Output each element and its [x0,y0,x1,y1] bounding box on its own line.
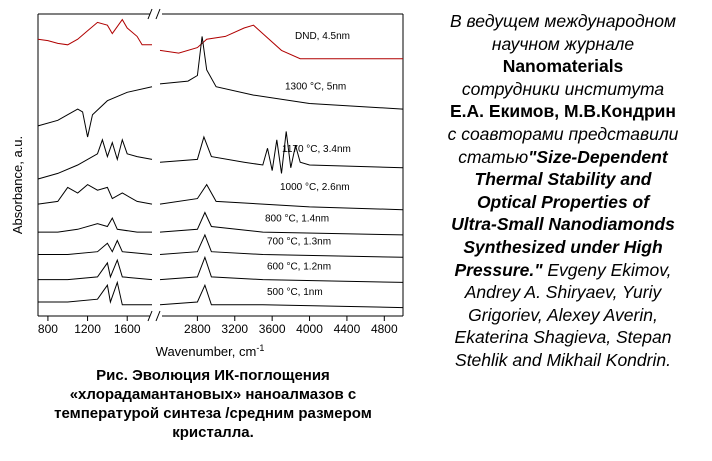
series-label: 1300 °C, 5nm [285,81,347,93]
article-title-line: Optical Properties of [476,191,650,212]
axis-break-mark [156,9,160,19]
x-tick-label: 4000 [296,322,323,336]
series-label: 1000 °C, 2.6nm [280,181,350,193]
spectrum-line [38,241,152,255]
series-label: 1170 °C, 3.4nm [282,144,351,156]
spectrum-line [38,87,152,137]
article-line: с соавторами представили [447,123,679,144]
x-axis-label: Wavenumber, $cm^{-1}$ [155,343,265,359]
x-tick-label: 1200 [74,322,101,336]
spectrum-line [160,25,403,59]
spectrum-line [38,260,152,280]
spectrum-line [38,140,152,179]
y-axis-label: Absorbance, a.u. [10,135,25,235]
article-title-line: Thermal Stability and [474,169,652,190]
article-line: Stehlik and Mikhail Kondrin. [455,349,671,370]
article-title-line: Ultra-Small Nanodiamonds [451,214,675,235]
article-announcement [418,10,708,372]
article-line: сотрудники института [461,78,665,99]
x-tick-label: 800 [37,322,58,336]
x-tick-label: 4800 [370,322,398,336]
article-line: Ekaterina Shagieva, Stepan [454,327,672,348]
spectrum-line [38,282,152,304]
ir-spectra-chart [0,0,418,365]
series-label: 700 °C, 1.3nm [267,236,332,248]
article-line: статью"Size-Dependent [458,146,668,167]
axis-break-mark [156,311,160,321]
x-tick-label: 3600 [258,322,286,336]
article-line: Pressure." Evgeny Ekimov, [454,259,672,280]
caption-line: температурой синтеза /средним размером [54,405,372,422]
spectrum-line [38,218,152,232]
series-label: DND, 4.5nm [295,31,351,43]
x-tick-label: 2800 [184,322,211,336]
plot-area [38,9,403,336]
caption-line: «хлорадамантановых» наноалмазов с [69,386,357,403]
article-line: Grigoriev, Alexey Averin, [468,304,658,325]
article-title-line: Synthesized under High [463,236,663,257]
article-line: научном журнале [491,33,635,54]
figure-caption [14,366,412,442]
x-tick-label: 1600 [113,322,141,336]
series-label: 600 °C, 1.2nm [267,261,332,273]
spectrum-line [38,20,152,45]
authors-line: Е.А. Екимов, М.В.Кондрин [450,101,676,122]
series-label: 500 °C, 1nm [267,286,323,298]
journal-name: Nanomaterials [502,56,624,77]
caption-line: Рис. Эволюция ИК-поглощения [96,367,330,384]
x-tick-label: 4400 [333,322,361,336]
spectrum-line [160,36,403,109]
spectrum-line [38,185,152,205]
article-line: Andrey A. Shiryaev, Yuriy [464,282,662,303]
series-label: 800 °C, 1.4nm [265,213,330,225]
caption-line: кристалла. [172,424,254,441]
article-line: В ведущем международном [450,11,676,31]
x-tick-label: 3200 [221,322,249,336]
